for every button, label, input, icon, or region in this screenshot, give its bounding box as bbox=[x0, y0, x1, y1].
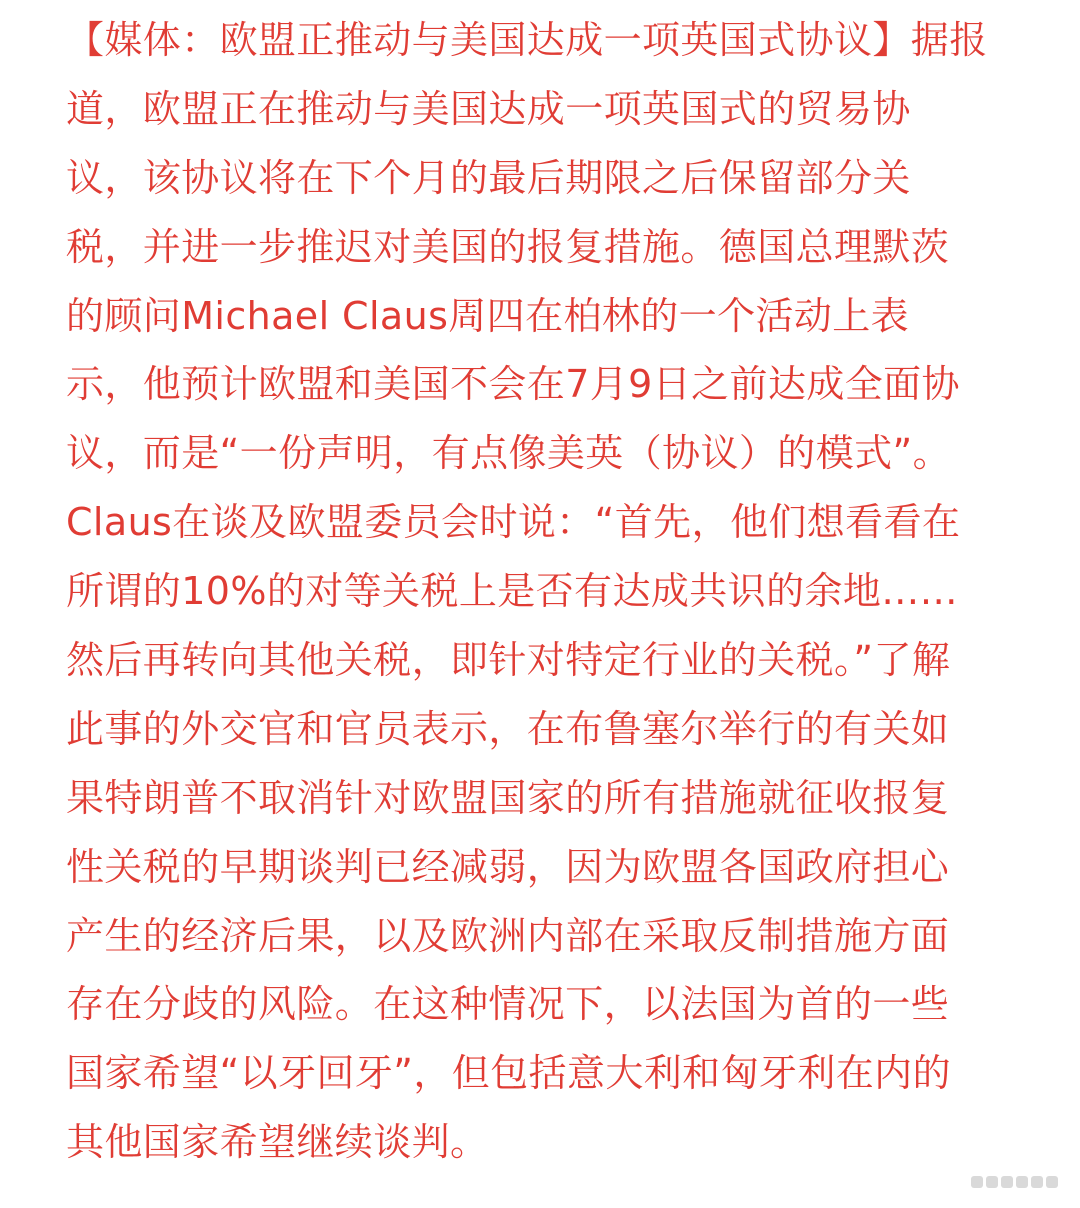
dot-icon bbox=[1046, 1176, 1058, 1188]
dot-icon bbox=[1016, 1176, 1028, 1188]
dot-icon bbox=[1031, 1176, 1043, 1188]
article-line: 所谓的10%的对等关税上是否有达成共识的余地…… bbox=[66, 569, 959, 614]
dot-icon bbox=[971, 1176, 983, 1188]
article-line: 然后再转向其他关税，即针对特定行业的关税。”了解 bbox=[66, 638, 951, 683]
article-line: 果特朗普不取消针对欧盟国家的所有措施就征收报复 bbox=[66, 775, 950, 820]
article-line: 【媒体：欧盟正推动与美国达成一项英国式协议】据报 bbox=[66, 18, 988, 62]
article-line: 议，该协议将在下个月的最后期限之后保留部分关 bbox=[66, 155, 911, 200]
article-line: 道，欧盟正在推动与美国达成一项英国式的贸易协 bbox=[66, 86, 911, 131]
article-line: 其他国家希望继续谈判。 bbox=[66, 1120, 489, 1165]
dot-icon bbox=[1001, 1176, 1013, 1188]
article-line: 性关税的早期谈判已经减弱，因为欧盟各国政府担心 bbox=[66, 844, 950, 889]
article-body bbox=[66, 6, 1056, 1177]
article-line: 国家希望“以牙回牙”，但包括意大利和匈牙利在内的 bbox=[66, 1051, 951, 1096]
article-line: 此事的外交官和官员表示，在布鲁塞尔举行的有关如 bbox=[66, 706, 950, 751]
article-line: 的顾问Michael Claus周四在柏林的一个活动上表 bbox=[66, 293, 910, 338]
article-line: 示，他预计欧盟和美国不会在7月9日之前达成全面协 bbox=[66, 362, 960, 407]
more-dots-icon bbox=[971, 1176, 1058, 1188]
article-line: Claus在谈及欧盟委员会时说：“首先，他们想看看在 bbox=[66, 500, 961, 545]
article-line: 议，而是“一份声明，有点像美英（协议）的模式”。 bbox=[66, 431, 951, 476]
article-line: 产生的经济后果，以及欧洲内部在采取反制措施方面 bbox=[66, 913, 950, 958]
article-line: 存在分歧的风险。在这种情况下，以法国为首的一些 bbox=[66, 982, 950, 1027]
article-line: 税，并进一步推迟对美国的报复措施。德国总理默茨 bbox=[66, 224, 950, 269]
dot-icon bbox=[986, 1176, 998, 1188]
